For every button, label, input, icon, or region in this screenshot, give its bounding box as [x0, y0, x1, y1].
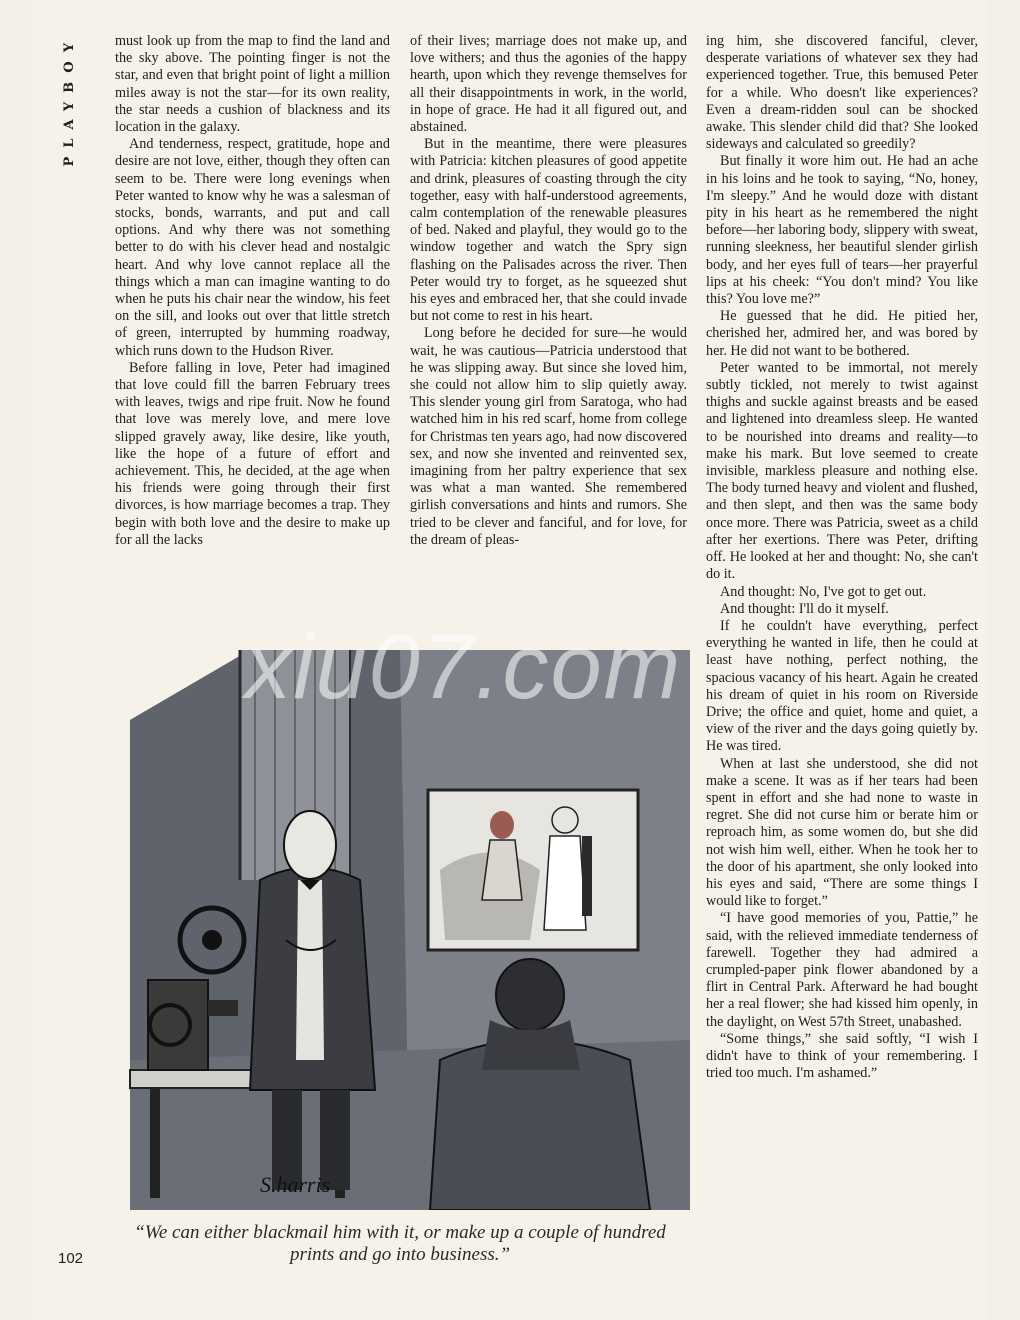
cartoon-illustration — [110, 640, 690, 1210]
paragraph: When at last she understood, she did not make a scene. It was as if her tears had been spent in effort and she had none to waste in regret. She did not curse him or berate him or reproach him, as some women do, but she did not wish him well, either. When he took her to the door of his apartment, she only looked into his eyes and said, “There are some things I would like to forget.” — [706, 755, 978, 910]
page-number: 102 — [58, 1250, 84, 1267]
paragraph: And tenderness, respect, gratitude, hope and desire are not love, either, though they often can seem to be. There were long evenings when Peter wanted to know why he was a salesman of stocks, bonds, warrants, and put and call options. And why there was not something better to do with his clever head and nostalgic heart. And why love cannot replace all the things which a man can imagine wanting to do when he puts his chair near the window, his feet on the sill, and looks out over that little stretch of green, interrupted by humming roadway, which runs down to the Hudson River. — [115, 136, 390, 359]
paragraph: But in the meantime, there were pleasures with Patricia: kitchen pleasures of good appetite and drink, pleasures of coasting through the city together, easy with half-understood agreements, calm contemplation of the renewable pleasures of bed. Naked and playful, they would go to the window together and watch the Spry sign flashing on the Palisades across the river. Then Peter would try to forget, as he squeezed shut his eyes and embraced her, that she could invade but not come to rest in his heart. — [410, 136, 687, 325]
paragraph: Peter wanted to be immortal, not merely subtly tickled, not merely to twist against thighs and suckle against breasts and be eased and lightened into dreamless sleep. He wanted to be nourished into dreams and reality—to make his mark. But love seemed to create invisible, markless pleasure and nothing else. The body turned heavy and violent and flushed, and then slept, and then was the same body once more. There was Patricia, sweet as a child after her exertions. There was Peter, drifting off. He looked at her and thought: No, she can't do it. — [706, 359, 978, 583]
paragraph: must look up from the map to find the land and the sky above. The pointing finger is not the star, and even that bright point of light a million miles away is not the star—for its own reality, the star needs a cushion of blackness and its location in the galaxy. — [115, 33, 390, 136]
paragraph: He guessed that he did. He pitied her, cherished her, admired her, and was bored by her. He did not want to be bothered. — [706, 308, 978, 359]
paragraph: But finally it wore him out. He had an ache in his loins and he took to saying, “No, honey, I'm sleepy.” And he would doze with distant pity in his heart as he remembered the night before—her laboring body, slippery with sweat, running sleekness, her beautiful slender girlish body, and her eyes full of tears—her prayerful lips at his cheek: “You don't mind? You like this? You love me?” — [706, 153, 978, 308]
paragraph: Before falling in love, Peter had imagined that love could fill the barren February trees with leaves, twigs and ripe fruit. Now he found that love was merely love, and mere love slipped gravely away, like desire, like youth, like the hope of a future of effort and achievement. This, he decided, at the age when his friends were going through their first divorces, is how marriage becomes a trap. They begin with both love and the desire to make up for all the lacks — [115, 359, 390, 548]
paragraph: “I have good memories of you, Pattie,” he said, with the relieved immediate tenderness of farewell. Together they had admired a crumpled-paper pink flower abandoned by a flirt in Central Park. Afterward he had bought her a real flower; she had kissed him openly, in the daylight, on West 57th Street, unabashed. — [706, 910, 978, 1030]
paragraph: Long before he decided for sure—he would wait, he was cautious—Patricia understood that he was slipping away. But since she loved him, she could not allow him to slip quietly away. This slender young girl from Saratoga, who had watched him in his red scarf, home from college for Christmas ten years ago, had now discovered sex, and now she invented and reinvented sex, imagining from her paltry experience that sex was what a man wanted. She remembered girlish conversations and hints and rumors. She tried to be clever and fanciful, and for love, for the dream of pleas- — [410, 325, 687, 548]
cartoon-caption: “We can either blackmail him with it, or make up a couple of hundred prints and go into business.” — [134, 1222, 666, 1265]
paragraph: And thought: No, I've got to get out. — [720, 583, 927, 600]
text-column-2 — [410, 33, 687, 631]
paragraph: “Some things,” she said softly, “I wish I didn't have to think of your remembering. I tried too much. I'm ashamed.” — [706, 1030, 978, 1082]
watermark-text: xiu07.com — [245, 616, 683, 718]
paragraph: And thought: I'll do it myself. — [720, 600, 889, 617]
paragraph: of their lives; marriage does not make up, and love withers; and thus the agonies of the happy hearth, upon which they revenge themselves for all their disappointments in work, in the world, in hope of grace. He had it all figured out, and abstained. — [410, 33, 687, 136]
masthead: PLAYBOY — [62, 34, 77, 167]
text-column-1 — [115, 33, 390, 631]
cartoon-signature: S.harris — [260, 1172, 331, 1197]
paragraph: ing him, she discovered fanciful, clever, desperate variations of whatever sex they had experienced together. True, this bemused Peter for a while. Who doesn't like experiences? Even a dream-ridden soul can be shocked awake. This slender child did that? She looked sideways and calculated so greedily? — [706, 33, 978, 153]
paragraph: If he couldn't have everything, perfect everything he wanted in life, then he could at least have nothing, perfect nothing, the spacious vacancy of his heart. Again he created his dream of quiet in his room on Riverside Drive; the office and quiet, home and quiet, a view of the river and the days going quietly by. He was tired. — [706, 617, 978, 755]
text-column-3 — [706, 33, 978, 1295]
